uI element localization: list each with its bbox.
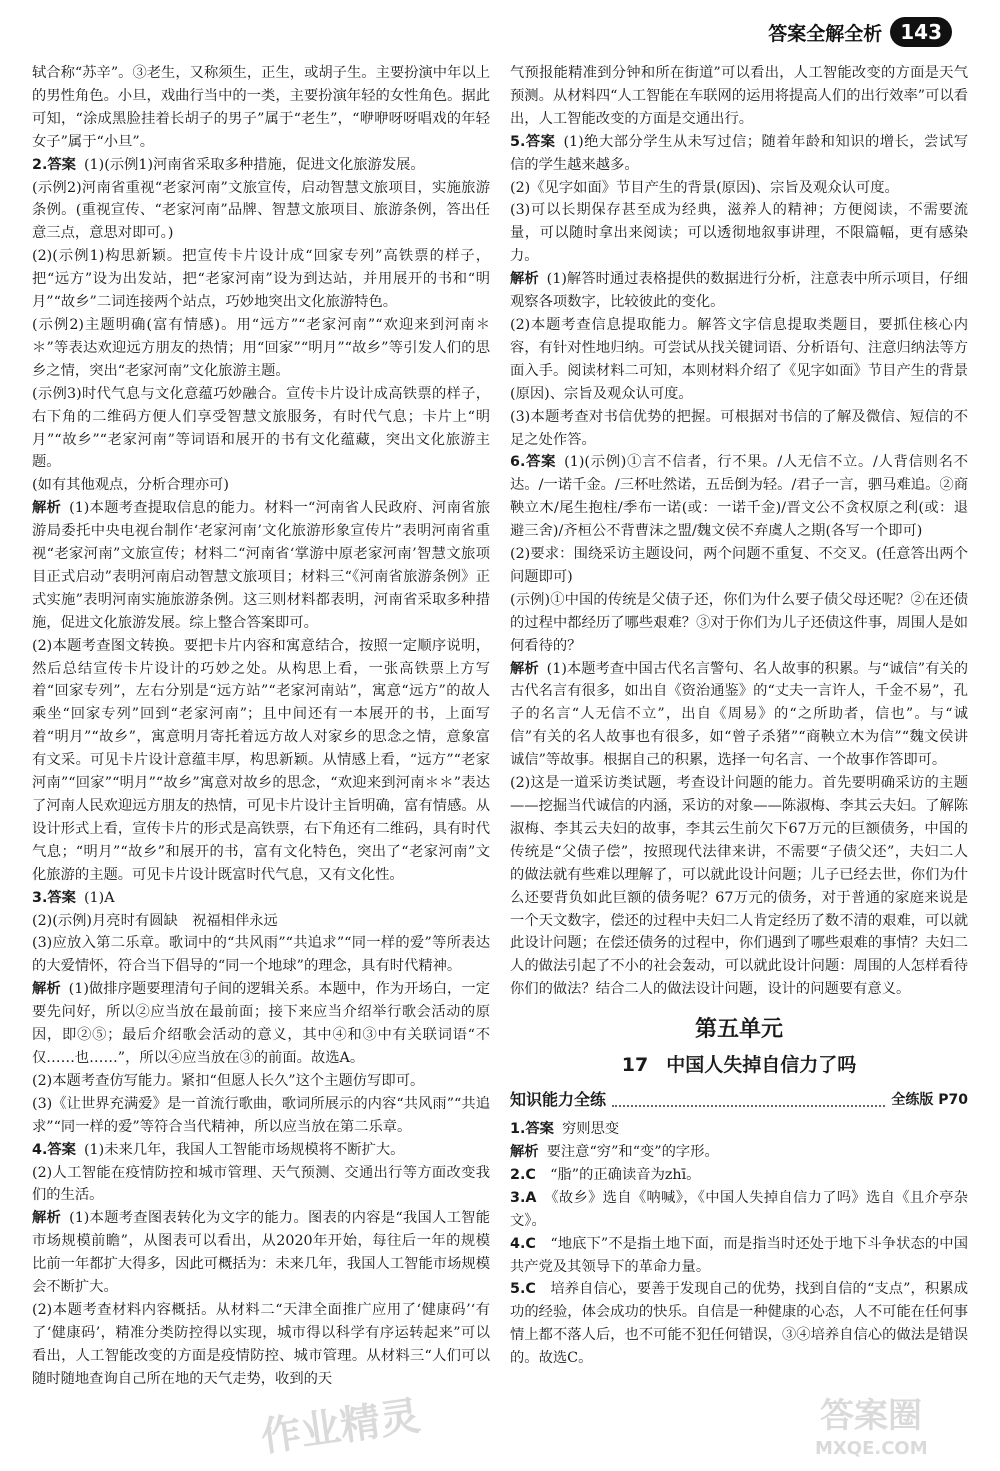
text-run: 气预报能精准到分钟和所在街道”可以看出，人工智能改变的方面是天气预测。从材料四“人工智能在车联网的运用将提高人们的出行效率”可以看出，人工智能改变的方面是交通出行。 (510, 65, 968, 127)
question-answer (32, 1139, 490, 1162)
question-number: 2. (32, 156, 48, 173)
paragraph (32, 1162, 490, 1208)
question-number: 4.C (510, 1235, 536, 1252)
text-run: 要注意“穷”和“变”的字形。 (546, 1143, 719, 1160)
text-run: 培养自信心，要善于发现自己的优势，找到自信的“支点”，积累成功的经验，体会成功的快乐。自信是一种健康的心态，人不可能在任何事情上都不落人后，也不可能不犯任何错误，③④培养自信心的做法是错误的。故选C。 (510, 1281, 968, 1367)
label-keyword: 解析 (32, 500, 62, 517)
paragraph (510, 589, 968, 658)
label-keyword: 答案 (525, 1121, 554, 1138)
label-keyword: 答案 (47, 1141, 76, 1158)
question-answer (510, 1187, 968, 1233)
text-run: (1)本题考查中国古代名言警句、名人故事的积累。与“诚信”有关的古代名言有很多，如出自《资治通鉴》的“丈夫一言许人，千金不易”，孔子的名言“人无信不立”，出自《周易》的“之所助者，信也”。与“诚信”有关的名人故事也有很多，如“曾子杀猪”“商鞅立木为信”“魏文侯讲诚信”等故事。根据自己的积累，选择一句名言、一个故事作答即可。 (510, 660, 969, 769)
text-run: “地底下”不是指土地下面，而是指当时还处于地下斗争状态的中国共产党及其领导下的革命力量。 (510, 1235, 968, 1275)
paragraph (510, 177, 968, 200)
question-answer (32, 154, 490, 177)
question-answer (510, 131, 968, 177)
text-run: (2)(示例1)构思新颖。把宣传卡片设计成“回家专列”高铁票的样子，把“远方”设为出发站，把“老家河南”设为到达站，并用展开的书和“明月”“故乡”二词连接两个站点，巧妙地突出文化旅游特色。 (32, 248, 490, 311)
text-run: (3)本题考查对书信优势的把握。可根据对书信的了解及微信、短信的不足之处作答。 (510, 408, 968, 448)
paragraph (510, 543, 968, 589)
paragraph (32, 1207, 490, 1299)
lesson-title (510, 1051, 968, 1079)
paragraph (510, 199, 968, 268)
paragraph (32, 635, 490, 887)
text-run: 轼合称“苏辛”。③老生，又称须生，正生，或胡子生。主要扮演中年以上的男性角色。小旦，戏曲行当中的一类，主要扮演年轻的女性角色。据此可知，“涂成黑脸挂着长胡子的男子”属于“老生”，“咿咿呀呀唱戏的年轻女子”属于“小旦”。 (32, 65, 490, 150)
question-number: 3.A (510, 1189, 537, 1206)
label-keyword: 解析 (510, 660, 539, 677)
text-run: (如有其他观点，分析合理亦可) (32, 477, 230, 494)
paragraph (510, 314, 968, 406)
text-run: (2)本题考查信息提取能力。解答文字信息提取类题目，要抓住核心内容，有针对性地归纳。可尝试从找关键词语、分析语句、注意归纳法等方面入手。阅读材料二可知，本则材料介绍了《见字如面》节目产生的背景(原因)、宗旨及观众认可度。 (510, 316, 968, 402)
label-keyword: 解析 (510, 271, 539, 288)
section-bar (510, 1089, 968, 1112)
watermark-text: 作业精灵 (258, 1393, 423, 1461)
text-run: (1)(示例)①言不信者，行不果。/人无信不立。/人背信则名不达。/一诺千金。/三杯吐然诺，五岳倒为轻。/君子一言，驷马难追。②商鞅立木/尾生抱柱/季布一诺(或：一诺千金)/晋文公不贪权原之利(或：退避三舍)/齐桓公不背曹沫之盟/魏文侯不弃虞人之期(各写一个即可) (510, 454, 968, 540)
text-run: (2)要求：围绕采访主题设问，两个问题不重复、不交叉。(任意答出两个问题即可) (510, 546, 968, 585)
label-keyword: 答案 (525, 454, 557, 471)
question-answer (510, 451, 968, 543)
paragraph (32, 314, 490, 383)
paragraph (32, 932, 490, 978)
page-number: 143 (890, 17, 952, 47)
paragraph (510, 268, 968, 314)
question-answer (510, 1233, 968, 1279)
watermark-url: MXQE.COM (815, 1438, 928, 1459)
text-run: (1)本题考查图表转化为文字的能力。图表的内容是“我国人工智能市场规模前瞻”，从图表可以看出，从2020年开始，每往后一年的规模比前一年都扩大得多，因此可概括为：未来几年，我国人工智能市场规模会不断扩大。 (32, 1210, 491, 1296)
text-run: (2)《见字如面》节目产生的背景(原因)、宗旨及观众认可度。 (510, 179, 899, 196)
paragraph (510, 658, 968, 773)
question-answer (510, 1164, 968, 1187)
question-number: 5. (510, 133, 526, 150)
text-run: (1)绝大部分学生从未写过信；随着年龄和知识的增长，尝试写信的学生越来越多。 (510, 133, 968, 173)
page-header (768, 14, 952, 50)
text-run: 穷则思变 (561, 1121, 620, 1138)
label-keyword: 解析 (510, 1143, 539, 1160)
text-run: (示例2)河南省重视“老家河南”文旅宣传，启动智慧文旅项目，实施旅游条例。(重视宣传、“老家河南”品牌、智慧文旅项目、旅游条例，答出任意三点，意思对即可。) (32, 179, 490, 242)
text-run: 《故乡》选自《呐喊》，《中国人失掉自信力了吗》选自《且介亭杂文》。 (510, 1189, 968, 1229)
left-column (32, 62, 490, 1391)
section-reference: 全练版 P70 (891, 1092, 968, 1109)
text-run: (2)本题考查图文转换。要把卡片内容和寓意结合，按照一定顺序说明，然后总结宣传卡片设计的巧妙之处。从构思上看，一张高铁票上方写着“回家专列”，左右分别是“远方站”“老家河南站”，寓意“远方”的故人乘坐“回家专列”回到“老家河南”；且中间还有一本展开的书，上面写着“明月”“故乡”，寓意明月寄托着远方故人对家乡的思念之情，意象富有文采。可见卡片设计意蕴丰厚，构思新颖。从情感上看，“远方”“老家河南”“回家”“明月”“故乡”寓意对故乡的思念，“欢迎来到河南＊＊”表达了河南人民欢迎远方朋友的热情，可见卡片设计主旨明确，富有情感。从设计形式上看，宣传卡片的形式是高铁票，右下角还有二维码，具有时代气息；“明月”“故乡”和展开的书，富有文化特色，突出了“老家河南”文化旅游的主题。可见卡片设计既富时代气息，又有文化性。 (32, 637, 490, 883)
paragraph (510, 1141, 968, 1164)
lesson-name: 中国人失掉自信力了吗 (666, 1054, 857, 1077)
paragraph (32, 978, 490, 1070)
label-keyword: 解析 (32, 981, 61, 998)
label-keyword: 答案 (525, 133, 556, 150)
text-run: (示例3)时代气息与文化意蕴巧妙融合。宣传卡片设计成高铁票的样子，右下角的二维码方便人们享受智慧文旅服务，有时代气息；卡片上“明月”“故乡”“老家河南”等词语和展开的书有文化蕴藏，突出文化旅游主题。 (32, 385, 490, 471)
label-keyword: 答案 (47, 889, 76, 906)
question-number: 6. (510, 454, 526, 471)
paragraph (510, 772, 968, 1001)
question-answer (510, 1118, 968, 1141)
right-column (510, 62, 968, 1370)
text-run: (1)A (83, 889, 115, 906)
right-column-exercises (510, 1118, 968, 1370)
text-run: (示例)①中国的传统是父债子还，你们为什么要子债父母还呢？②在还债的过程中都经历了哪些艰难？③对于你们为儿子还债这件事，周围人是如何看待的？ (510, 591, 968, 654)
text-run: (2)这是一道采访类试题，考查设计问题的能力。首先要明确采访的主题——挖掘当代诚信的内涵，采访的对象——陈淑梅、李其云夫妇。了解陈淑梅、李其云夫妇的故事，李其云生前欠下67万元的巨额债务，中国的传统是“父债子偿”，按照现代法律来讲，不需要“子债父还”，夫妇二人的做法就有些难以理解了，可以就此设计问题；儿子已经去世，你们为什么还要背负如此巨额的债务呢？67万元的债务，对于普通的家庭来说是一个天文数字，偿还的过程中夫妇二人肯定经历了数不清的艰难，可以就此设计问题；在偿还债务的过程中，你们遇到了哪些艰难的事情？夫妇二人的做法引起了不小的社会轰动，可以就此设计问题：周围的人怎样看待你们的做法？结合二人的做法设计问题，设计的问题要有意义。 (510, 775, 968, 998)
section-name: 知识能力全练 (510, 1090, 607, 1110)
watermark-logo: 答案圈 (820, 1396, 922, 1436)
lesson-number: 17 (621, 1054, 649, 1077)
paragraph (32, 245, 490, 314)
unit-title: 第五单元 (694, 1017, 783, 1043)
paragraph (510, 406, 968, 452)
text-run: (3)可以长期保存甚至成为经典，滋养人的精神；方便阅读，不需要流量，可以随时拿出来阅读；可以透彻地叙事讲理，不限篇幅，更有感染力。 (510, 202, 968, 265)
right-column-answers (510, 62, 968, 1001)
question-number: 4. (32, 1141, 48, 1158)
paragraph (32, 497, 490, 634)
paragraph (32, 474, 490, 497)
text-run: (示例2)主题明确(富有情感)。用“远方”“老家河南”“欢迎来到河南＊＊”等表达欢迎远方朋友的热情；用“回家”“明月”“故乡”等引发人们的思乡之情，突出“老家河南”文化旅游主题。 (32, 316, 490, 379)
paragraph (32, 62, 490, 154)
text-run: (2)本题考查材料内容概括。从材料二“天津全面推广应用了‘健康码’‘有了‘健康码’，精准分类防控得以实现，城市得以科学有序运转起来”可以看出，人工智能改变的方面是疫情防控、城市管理。从材料三“人们可以随时随地查询自己所在地的天气走势，收到的天 (32, 1301, 490, 1387)
question-number: 3. (32, 889, 48, 906)
text-run: (3)应放入第二乐章。歌词中的“共风雨”“共追求”“同一样的爱”等所表达的大爱情怀，符合当下倡导的“同一个地球”的理念，具有时代精神。 (32, 935, 490, 975)
question-number: 1. (510, 1121, 526, 1138)
text-run: (1)未来几年，我国人工智能市场规模将不断扩大。 (83, 1141, 405, 1158)
header-title: 答案全解全析 (768, 22, 883, 45)
text-run: (1)解答时通过表格提供的数据进行分析，注意表中所示项目，仔细观察各项数字，比较彼此的变化。 (510, 271, 969, 311)
label-keyword: 解析 (32, 1210, 62, 1227)
paragraph (32, 910, 490, 933)
text-run: (3)《让世界充满爱》是一首流行歌曲，歌词所展示的内容“共风雨”“共追求”“同一样的爱”等符合当代精神，所以应当放在第二乐章。 (32, 1095, 490, 1135)
paragraph (32, 383, 490, 475)
text-run: (1)做排序题要理清句子间的逻辑关系。本题中，作为开场白，一定要先问好，所以②应当放在最前面；接下来应当介绍举行歌会活动的原因，即②⑤；最后介绍歌会活动的意义，其中④和③中有关联词语“不仅……也……”，所以④应当放在③的前面。故选A。 (32, 981, 491, 1066)
paragraph (32, 1093, 490, 1139)
text-run: (2)(示例)月亮时有圆缺 祝福相伴永远 (32, 912, 278, 929)
paragraph (32, 1299, 490, 1391)
label-keyword: 答案 (47, 156, 76, 173)
question-number: 5.C (510, 1281, 536, 1298)
question-number: 2.C (510, 1166, 536, 1183)
text-run: (2)人工智能在疫情防控和城市管理、天气预测、交通出行等方面改变我们的生活。 (32, 1164, 490, 1204)
section-divider (612, 1095, 885, 1107)
paragraph (32, 1070, 490, 1093)
text-run: “脂”的正确读音为zhī。 (535, 1166, 701, 1183)
text-run: (1)(示例1)河南省采取多种措施，促进文化旅游发展。 (83, 156, 425, 173)
paragraph (510, 62, 968, 131)
text-run: (2)本题考查仿写能力。紧扣“但愿人长久”这个主题仿写即可。 (32, 1072, 425, 1089)
text-run: (1)本题考查提取信息的能力。材料一“河南省人民政府、河南省旅游局委托中央电视台制作‘老家河南’文化旅游形象宣传片”表明河南省重视“老家河南”文旅宣传；材料二“河南省‘掌游中原老家河南’智慧文旅项目正式启动”表明河南启动智慧文旅项目；材料三“《河南省旅游条例》正式实施”表明河南实施旅游条例。这三则材料都表明，河南省采取多种措施，促进文化旅游发展。综上整合答案即可。 (32, 500, 491, 631)
paragraph (32, 177, 490, 246)
question-answer (32, 887, 490, 910)
question-answer (510, 1278, 968, 1370)
